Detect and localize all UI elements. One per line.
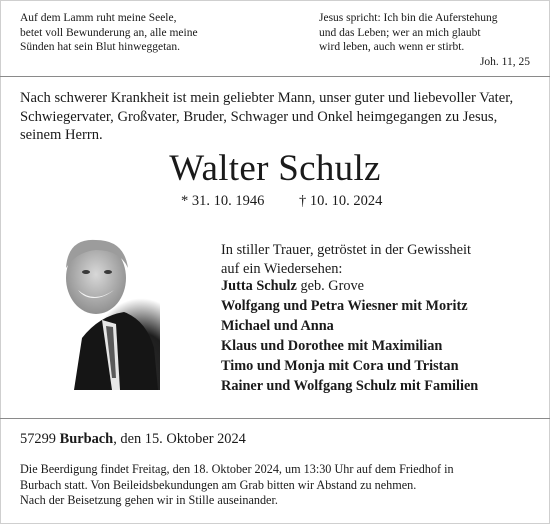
verse-line: betet voll Bewunderung an, alle meine <box>20 26 198 39</box>
family-name: Michael und Anna <box>221 318 334 335</box>
mourning-line: auf ein Wiedersehen: <box>221 260 343 277</box>
verse-line: wird leben, auch wenn er stirbt. <box>319 41 465 54</box>
funeral-notice <box>20 462 540 509</box>
birth-date: * 31. 10. 1946 <box>181 193 265 209</box>
city: Burbach <box>59 431 114 447</box>
intro-text <box>20 89 535 145</box>
intro-line: Schwiegervater, Großvater, Bruder, Schwager und Onkel heimgegangen zu Jesus, <box>20 108 498 125</box>
date: , den 15. Oktober 2024 <box>113 431 246 447</box>
list-item <box>221 376 478 396</box>
list-item <box>221 316 478 336</box>
list-item <box>221 296 478 316</box>
zip-code: 57299 <box>20 431 56 447</box>
family-list <box>221 276 478 397</box>
list-item <box>221 356 478 376</box>
list-item <box>221 276 478 296</box>
mourning-text <box>221 241 471 278</box>
bible-verse-right <box>319 11 498 55</box>
family-name: Klaus und Dorothee mit Maximilian <box>221 338 443 355</box>
family-name: Rainer und Wolfgang Schulz mit Familien <box>221 378 479 395</box>
funeral-line: Burbach statt. Von Beileidsbekundungen am Grab bitten wir Abstand zu nehmen. <box>20 477 417 492</box>
death-date: † 10. 10. 2024 <box>299 193 383 209</box>
deceased-name: Walter Schulz <box>169 148 381 189</box>
funeral-line: Die Beerdigung findet Freitag, den 18. Oktober 2024, um 13:30 Uhr auf dem Friedhof in <box>20 462 454 476</box>
divider-top <box>0 76 550 77</box>
verse-line: Sünden hat sein Blut hinweggetan. <box>20 41 181 54</box>
divider-bottom <box>0 418 550 419</box>
family-name: Wolfgang und Petra Wiesner mit Moritz <box>221 298 468 315</box>
verse-line: und das Leben; wer an mich glaubt <box>319 26 481 39</box>
mourning-line: In stiller Trauer, getröstet in der Gewissheit <box>221 242 472 258</box>
family-note: geb. Grove <box>296 278 364 294</box>
verse-line: Jesus spricht: Ich bin die Auferstehung <box>319 12 498 24</box>
place-and-date <box>20 431 246 448</box>
family-name: Jutta Schulz <box>221 278 297 294</box>
list-item <box>221 336 478 356</box>
family-name: Timo und Monja mit Cora und Tristan <box>221 358 459 375</box>
intro-line: seinem Herrn. <box>20 127 103 144</box>
funeral-line: Nach der Beisetzung gehen wir in Stille auseinander. <box>20 493 278 508</box>
bible-verse-left <box>20 11 198 55</box>
portrait-photo <box>54 228 160 390</box>
verse-line: Auf dem Lamm ruht meine Seele, <box>20 12 177 24</box>
intro-line: Nach schwerer Krankheit ist mein geliebter Mann, unser guter und liebevoller Vater, <box>20 90 514 106</box>
verse-reference: Joh. 11, 25 <box>479 56 530 68</box>
